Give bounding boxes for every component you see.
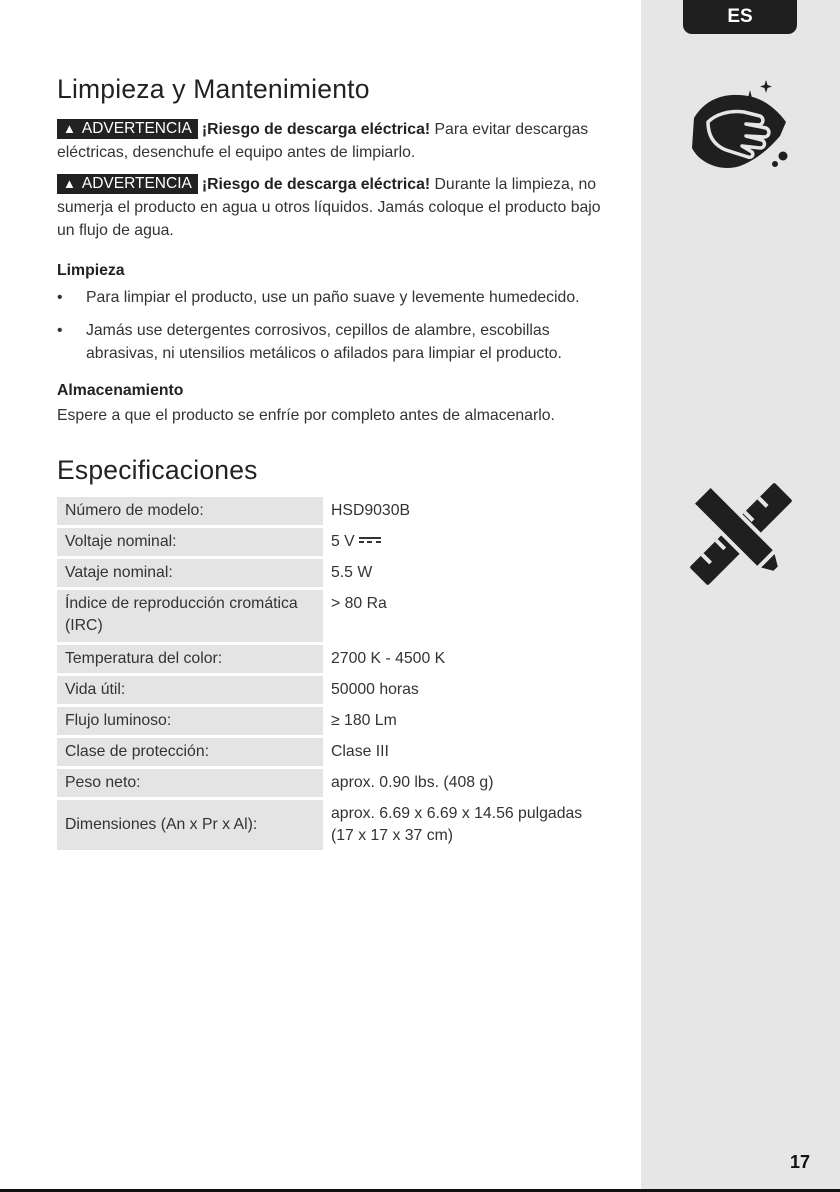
warning-triangle-icon: ▲ [63,121,76,136]
page-number: 17 [789,1152,810,1172]
warning-paragraph-1: ▲ ADVERTENCIA ¡Riesgo de descarga eléctrica! Para evitar descargas eléctricas, desenchufe el equipo antes de limpiarlo. [57,120,589,161]
warning-triangle-icon: ▲ [63,176,76,191]
table-row: Vataje nominal: 5.5 W [57,559,617,587]
storage-heading: Almacenamiento [57,382,184,399]
table-row: Índice de reproducción cromática (IRC) > 80 Ra [57,590,617,642]
specs-title: Especificaciones [57,455,258,485]
warning-badge: ▲ ADVERTENCIA [57,174,198,194]
cleaning-heading: Limpieza [57,262,125,279]
table-row: Temperatura del color: 2700 K - 4500 K [57,645,617,673]
table-row: Voltaje nominal: 5 V [57,528,617,556]
list-item: • Para limpiar el producto, use un paño suave y levemente humedecido. [57,289,580,306]
ruler-pencil-icon [686,480,796,588]
table-row: Vida útil: 50000 horas [57,676,617,704]
warning-paragraph-2: ▲ ADVERTENCIA ¡Riesgo de descarga eléctrica! Durante la limpieza, no sumerja el producto en agua u otros líquidos. Jamás coloque el producto bajo un flujo de agua. [57,175,601,239]
table-row: Número de modelo: HSD9030B [57,497,617,525]
cleaning-cloth-sparkle-icon [686,78,796,174]
storage-text: Espere a que el producto se enfríe por completo antes de almacenarlo. [57,407,555,424]
table-row: Flujo luminoso: ≥ 180 Lm [57,707,617,735]
table-row: Peso neto: aprox. 0.90 lbs. (408 g) [57,769,617,797]
direct-current-icon [359,535,381,545]
table-row: Dimensiones (An x Pr x Al): aprox. 6.69 x 6.69 x 14.56 pulgadas (17 x 17 x 37 cm) [57,800,617,850]
cleaning-list [57,286,617,365]
table-row: Clase de protección: Clase III [57,738,617,766]
warning-badge: ▲ ADVERTENCIA [57,119,198,139]
list-item: • Jamás use detergentes corrosivos, cepillos de alambre, escobillas abrasivas, ni utensilios metálicos o afilados para limpiar el producto. [57,322,562,362]
sidebar [641,0,840,1192]
language-badge: ES [683,0,797,34]
main-content [57,74,617,853]
specs-table [57,494,617,853]
cleaning-title: Limpieza y Mantenimiento [57,74,370,104]
